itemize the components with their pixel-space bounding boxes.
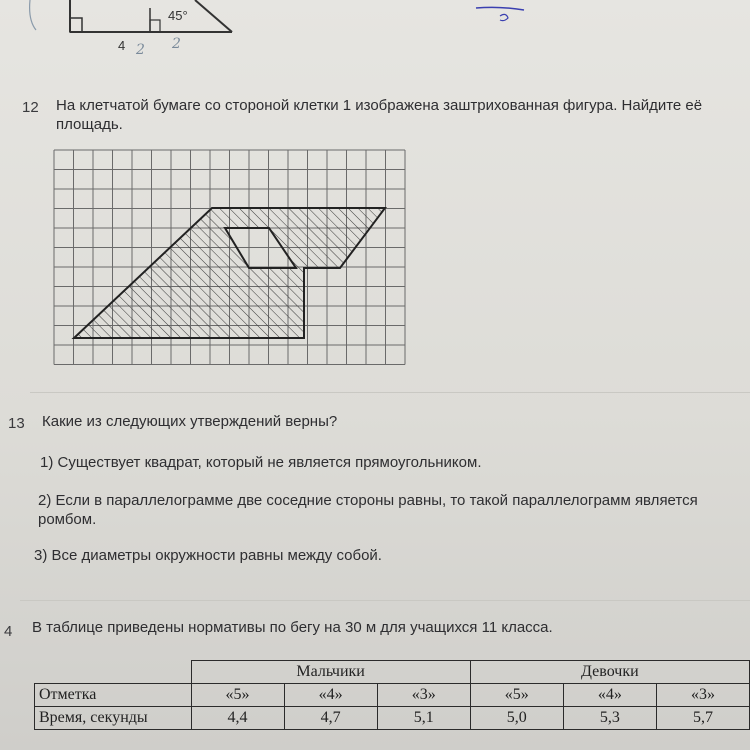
table-corner-cell [35,661,192,684]
time-cell: 5,3 [563,707,656,730]
norms-table-wrapper [34,660,750,730]
grade-cell: «4» [284,684,377,707]
header-girls: Девочки [470,661,749,684]
row-label-grade: Отметка [35,684,192,707]
grade-cell: «5» [191,684,284,707]
table-row-time [35,707,750,730]
q13-option-3: 3) Все диаметры окружности равны между собой. [34,547,382,564]
q13-option-2: 2) Если в параллелограмме две соседние стороны равны, то такой параллелограмм является ромбом. [38,492,698,528]
grade-cell: «3» [377,684,470,707]
grade-cell: «3» [656,684,749,707]
handwritten-mark-2: 2 [172,36,181,52]
grade-cell: «4» [563,684,656,707]
table-row-grade [35,684,750,707]
q13-text: Какие из следующих утверждений верны? [42,413,338,430]
time-cell: 4,7 [284,707,377,730]
row-label-time: Время, секунды [35,707,192,730]
time-cell: 5,1 [377,707,470,730]
time-cell: 5,0 [470,707,563,730]
q12-number: 12 [22,99,39,116]
time-cell: 5,7 [656,707,749,730]
top-figure [0,0,750,60]
separator-1 [30,392,750,393]
grade-cell: «5» [470,684,563,707]
q13-number: 13 [8,415,25,432]
grid-figure [42,140,407,375]
separator-2 [20,600,750,601]
angle-label: 45° [168,8,188,23]
bottom-length-label: 4 [118,38,126,53]
table-header-row [35,661,750,684]
header-boys: Мальчики [191,661,470,684]
q14-text: В таблице приведены нормативы по бегу на 30 м для учащихся 11 класса. [32,619,553,636]
norms-table [34,660,750,730]
q14-number: 4 [4,623,13,640]
q12-text: На клетчатой бумаге со стороной клетки 1 изображена заштрихованная фигура. Найдите её площадь. [56,97,703,133]
time-cell: 4,4 [191,707,284,730]
handwritten-mark-1: 2 [136,42,145,58]
q13-option-1: 1) Существует квадрат, который не является прямоугольником. [40,454,482,471]
